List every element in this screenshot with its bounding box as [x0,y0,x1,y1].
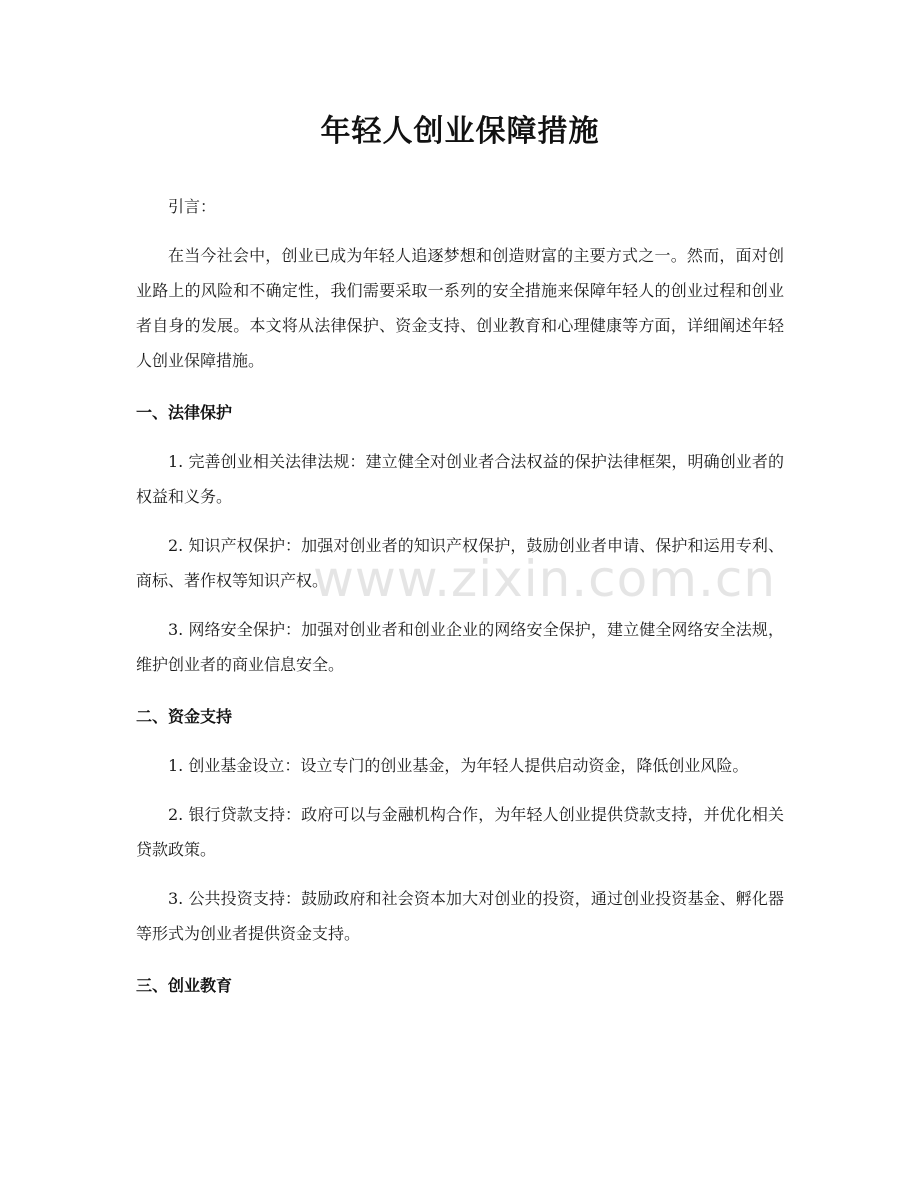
list-item: 3. 公共投资支持：鼓励政府和社会资本加大对创业的投资，通过创业投资基金、孵化器等形式为创业者提供资金支持。 [136,889,784,943]
section-heading-legal: 一、法律保护 [136,403,233,422]
section-heading-education: 三、创业教育 [136,976,233,995]
intro-label: 引言： [168,197,217,216]
list-item: 2. 知识产权保护：加强对创业者的知识产权保护，鼓励创业者申请、保护和运用专利、商标、著作权等知识产权。 [136,536,784,590]
page-title: 年轻人创业保障措施 [320,114,600,149]
intro-paragraph: 在当今社会中，创业已成为年轻人追逐梦想和创造财富的主要方式之一。然而，面对创业路上的风险和不确定性，我们需要采取一系列的安全措施来保障年轻人的创业过程和创业者自身的发展。本文将从法律保护、资金支持、创业教育和心理健康等方面，详细阐述年轻人创业保障措施。 [136,246,784,370]
watermark: www.zixin.com.cn [313,550,777,608]
list-item: 1. 创业基金设立：设立专门的创业基金，为年轻人提供启动资金，降低创业风险。 [168,756,749,775]
section-heading-funding: 二、资金支持 [136,707,233,726]
list-item: 3. 网络安全保护：加强对创业者和创业企业的网络安全保护，建立健全网络安全法规，维护创业者的商业信息安全。 [136,620,784,674]
list-item: 1. 完善创业相关法律法规：建立健全对创业者合法权益的保护法律框架，明确创业者的权益和义务。 [136,452,784,506]
list-item: 2. 银行贷款支持：政府可以与金融机构合作，为年轻人创业提供贷款支持，并优化相关贷款政策。 [136,805,784,859]
